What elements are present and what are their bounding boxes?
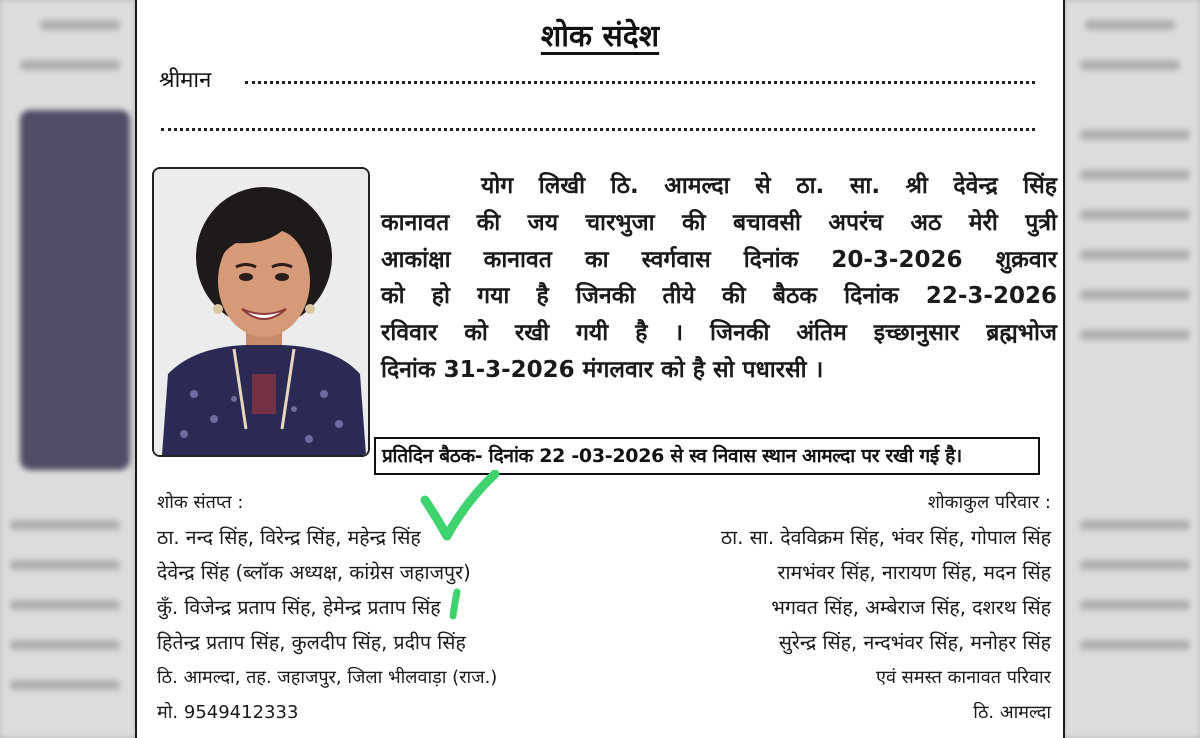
family-name-row: सुरेन्द्र सिंह, नन्दभंवर सिंह, मनोहर सिंह (778, 631, 1051, 654)
family-place: ठि. आमल्दा (973, 702, 1051, 723)
message-line: दिनांक 31-3-2026 मंगलवार को है सो पधारसी । (381, 356, 824, 383)
page-title (137, 14, 1063, 55)
family-block (611, 490, 1051, 730)
grieving-name-row: देवेन्द्र सिंह (ब्लॉक अध्यक्ष, कांग्रेस जहाजपुर) (157, 561, 471, 584)
dotted-line-2 (161, 128, 1035, 131)
grieving-name-row: हितेन्द्र प्रताप सिंह, कुलदीप सिंह, प्रदीप सिंह (157, 631, 466, 654)
salutation: श्रीमान (159, 68, 212, 93)
grieving-name-row: कुँ. विजेन्द्र प्रताप सिंह, हेमेन्द्र प्रताप सिंह (157, 596, 441, 619)
message-line: रविवार को रखी गयी है । जिनकी अंतिम इच्छानुसार ब्रह्मभोज (381, 320, 1057, 347)
family-name-row: भगवत सिंह, अम्बेराज सिंह, दशरथ सिंह (771, 596, 1051, 619)
message-line: आकांक्षा कानावत का स्वर्गवास दिनांक 20-3-2026 शुक्रवार (381, 246, 1057, 273)
grieving-name-row: ठा. नन्द सिंह, विरेन्द्र सिंह, महेन्द्र सिंह (157, 526, 421, 549)
title-text: शोक संदेश (540, 19, 660, 54)
mobile-number: मो. 9549412333 (157, 702, 299, 723)
family-footer: एवं समस्त कानावत परिवार (875, 667, 1051, 688)
grieving-heading: शोक संतप्त : (157, 492, 244, 513)
dotted-line-1 (245, 81, 1035, 84)
check-mark-icon (419, 470, 509, 640)
family-name-row: रामभंवर सिंह, नारायण सिंह, मदन सिंह (777, 561, 1051, 584)
family-heading: शोकाकुल परिवार : (927, 492, 1051, 513)
condolence-card (135, 0, 1065, 738)
portrait-photo (152, 167, 370, 457)
address-line: ठि. आमल्दा, तह. जहाजपुर, जिला भीलवाड़ा (राज.) (157, 667, 498, 688)
family-name-row: ठा. सा. देवविक्रम सिंह, भंवर सिंह, गोपाल सिंह (720, 526, 1051, 549)
grieving-block (157, 490, 627, 730)
background-blur-right (1065, 0, 1200, 738)
daily-meeting-notice: प्रतिदिन बैठक- दिनांक 22 -03-2026 से स्व निवास स्थान आमल्दा पर रखी गई है। (374, 437, 1040, 475)
message-line: योग लिखी ठि. आमल्दा से ठा. सा. श्री देवेन्द्र सिंह (481, 173, 1057, 199)
message-line: को हो गया है जिनकी तीये की बैठक दिनांक 22-3-2026 (381, 283, 1057, 310)
message-line: कानावत की जय चारभुजा की बचावसी अपरंच अठ मेरी पुत्री (381, 209, 1057, 236)
background-blur-left (0, 0, 135, 738)
condolence-message (381, 168, 1057, 389)
